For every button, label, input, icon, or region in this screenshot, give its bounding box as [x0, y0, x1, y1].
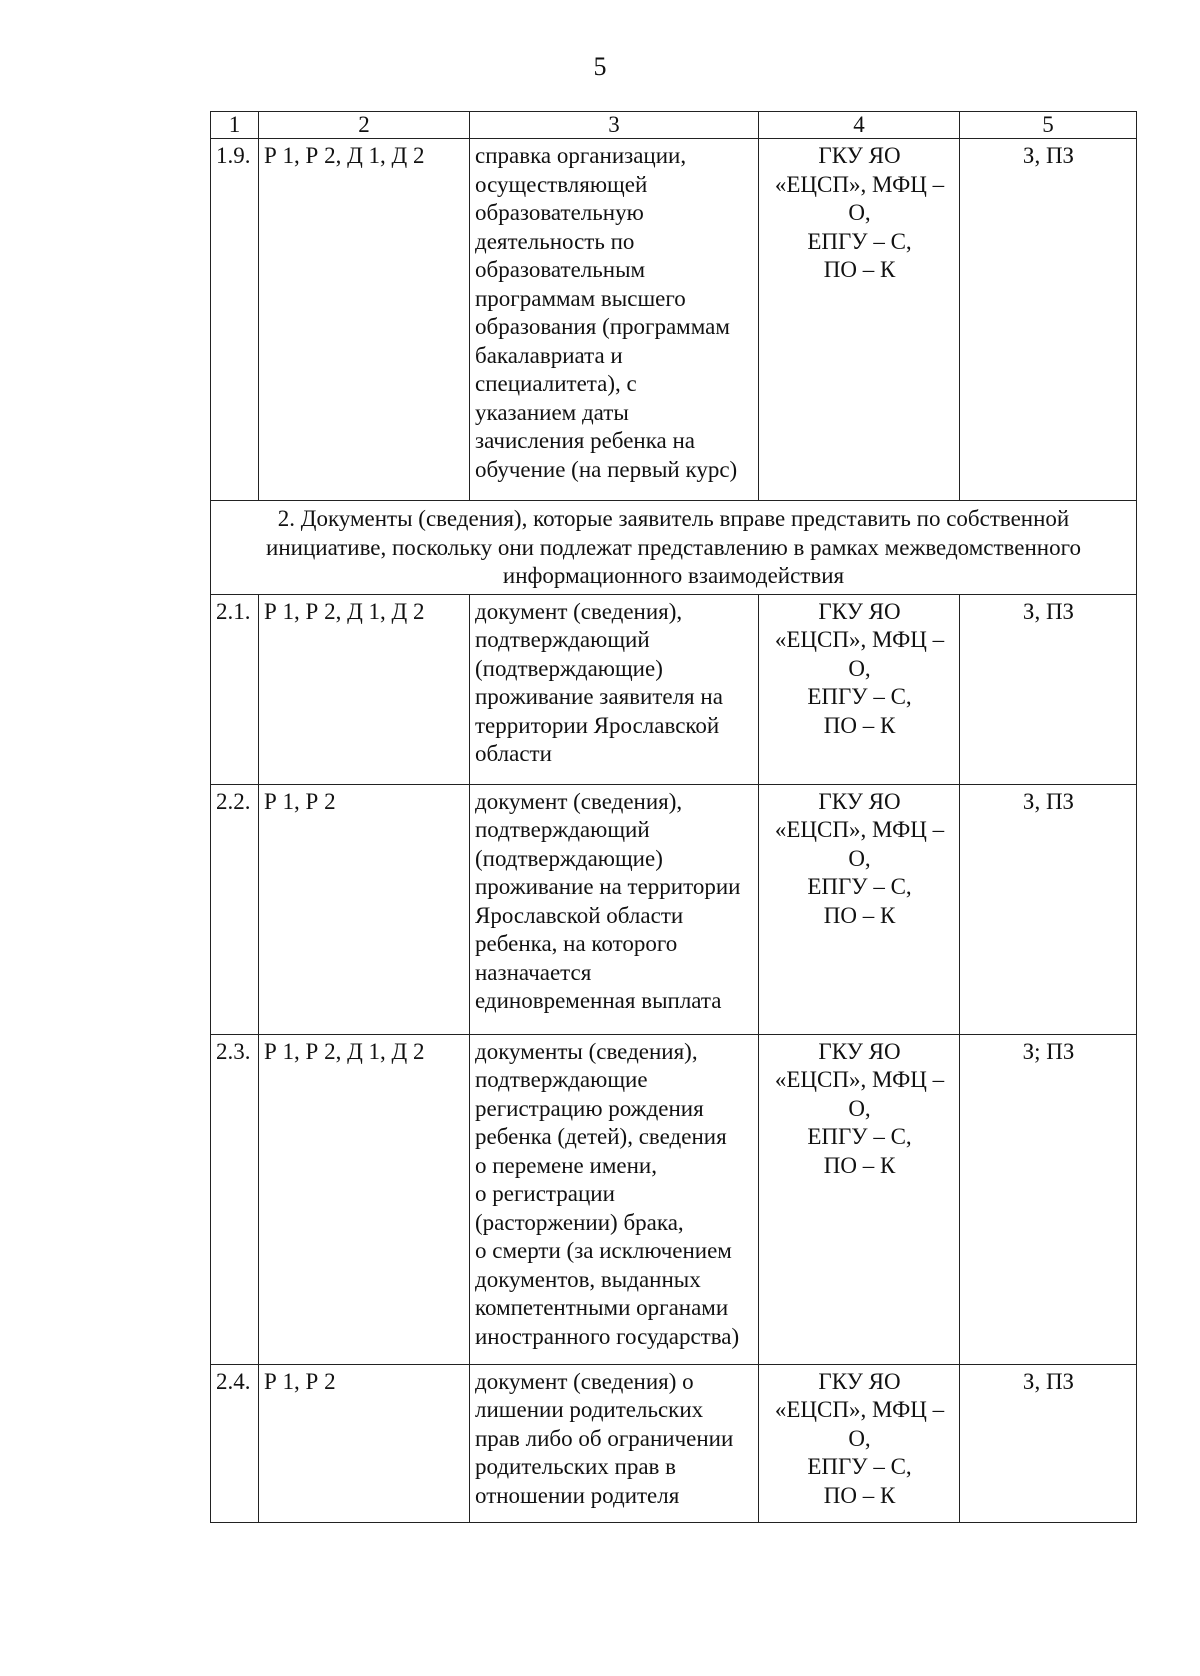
- submission-line: ЕПГУ – С,: [807, 228, 912, 254]
- submission-line: «ЕЦСП», МФЦ –: [774, 1067, 945, 1092]
- document-cell: [470, 1364, 759, 1522]
- submission-line: «ЕЦСП», МФЦ –: [774, 627, 945, 652]
- submission-cell: [759, 1364, 960, 1522]
- document-line: документ (сведения),: [475, 598, 683, 624]
- document-line: документ (сведения) о: [475, 1368, 694, 1394]
- table-row: [211, 1364, 1137, 1522]
- document-line: (подтверждающие): [475, 655, 663, 681]
- submission-line: О,: [848, 1425, 871, 1451]
- document-line: прав либо об ограничении: [475, 1425, 734, 1451]
- row-number: 1.9.: [211, 139, 259, 501]
- section-title-line: 2. Документы (сведения), которые заявитель вправе представить по собственной: [277, 506, 1070, 531]
- document-line: подтверждающий: [475, 817, 650, 842]
- column-header: 4: [759, 112, 960, 139]
- section-title: [211, 501, 1137, 595]
- submission-line: О,: [848, 200, 871, 225]
- section-title-line: информационного взаимодействия: [502, 563, 845, 588]
- row-number: 2.3.: [211, 1034, 259, 1364]
- document-line: Ярославской области: [475, 902, 684, 928]
- table-header-row: [211, 112, 1137, 139]
- applicants-cell: Р 1, Р 2, Д 1, Д 2: [259, 594, 470, 784]
- document-line: указанием даты: [475, 399, 629, 425]
- column-header: 1: [211, 112, 259, 139]
- submission-line: ГКУ ЯО: [818, 598, 901, 624]
- submission-line: ЕПГУ – С,: [807, 874, 912, 899]
- submission-line: ГКУ ЯО: [818, 143, 901, 168]
- submission-line: О,: [848, 845, 871, 871]
- document-line: лишении родительских: [475, 1397, 704, 1422]
- column-header: 3: [470, 112, 759, 139]
- document-line: образовательную: [475, 200, 644, 225]
- document-line: территории Ярославской: [475, 712, 720, 738]
- document-line: бакалавриата и: [475, 342, 623, 368]
- form-cell: З, ПЗ: [960, 139, 1137, 501]
- form-cell: З; ПЗ: [960, 1034, 1137, 1364]
- section-title-line: инициативе, поскольку они подлежат представлению в рамках межведомственного: [266, 534, 1081, 560]
- document-line: обучение (на первый курс): [475, 456, 738, 482]
- document-line: о перемене имени,: [475, 1152, 657, 1178]
- submission-line: О,: [848, 1095, 871, 1121]
- document-cell: [470, 784, 759, 1034]
- submission-line: «ЕЦСП», МФЦ –: [774, 1397, 945, 1422]
- submission-cell: [759, 784, 960, 1034]
- submission-line: ЕПГУ – С,: [807, 1124, 912, 1149]
- document-line: образовательным: [475, 257, 646, 282]
- submission-line: ГКУ ЯО: [818, 1368, 901, 1394]
- document-line: специалитета), с: [475, 371, 637, 396]
- submission-cell: [759, 139, 960, 501]
- applicants-cell: Р 1, Р 2, Д 1, Д 2: [259, 139, 470, 501]
- table-row: [211, 784, 1137, 1034]
- submission-line: ЕПГУ – С,: [807, 1454, 912, 1479]
- submission-line: ПО – К: [823, 902, 896, 928]
- form-cell: З, ПЗ: [960, 784, 1137, 1034]
- document-line: осуществляющей: [475, 171, 648, 197]
- document-line: проживание на территории: [475, 874, 741, 899]
- document-line: ребенка (детей), сведения: [475, 1124, 727, 1149]
- document-line: зачисления ребенка на: [475, 428, 696, 453]
- row-number: 2.1.: [211, 594, 259, 784]
- table-row: [211, 594, 1137, 784]
- submission-line: ГКУ ЯО: [818, 788, 901, 814]
- document-line: документы (сведения),: [475, 1038, 698, 1064]
- submission-line: ПО – К: [823, 712, 896, 738]
- applicants-cell: Р 1, Р 2: [259, 1364, 470, 1522]
- document-line: образования (программам: [475, 314, 730, 339]
- submission-cell: [759, 594, 960, 784]
- document-line: ребенка, на которого: [475, 931, 678, 956]
- document-line: отношении родителя: [475, 1482, 680, 1508]
- document-line: иностранного государства): [475, 1323, 740, 1349]
- submission-line: ПО – К: [823, 257, 896, 282]
- document-cell: [470, 139, 759, 501]
- document-line: подтверждающий: [475, 627, 650, 652]
- table-row: [211, 1034, 1137, 1364]
- document-line: родительских прав в: [475, 1454, 677, 1479]
- document-line: о регистрации: [475, 1181, 615, 1206]
- document-cell: [470, 1034, 759, 1364]
- document-line: области: [475, 741, 552, 766]
- submission-line: ЕПГУ – С,: [807, 684, 912, 709]
- document-line: документ (сведения),: [475, 788, 683, 814]
- submission-cell: [759, 1034, 960, 1364]
- applicants-cell: Р 1, Р 2, Д 1, Д 2: [259, 1034, 470, 1364]
- column-header: 5: [960, 112, 1137, 139]
- submission-line: ПО – К: [823, 1152, 896, 1178]
- document-line: деятельность по: [475, 228, 635, 254]
- documents-table: [210, 111, 1137, 1523]
- document-line: компетентными органами: [475, 1295, 729, 1320]
- form-cell: З, ПЗ: [960, 594, 1137, 784]
- document-line: назначается: [475, 959, 592, 985]
- form-cell: З, ПЗ: [960, 1364, 1137, 1522]
- applicants-cell: Р 1, Р 2: [259, 784, 470, 1034]
- submission-line: О,: [848, 655, 871, 681]
- column-header: 2: [259, 112, 470, 139]
- submission-line: «ЕЦСП», МФЦ –: [774, 817, 945, 842]
- submission-line: ГКУ ЯО: [818, 1038, 901, 1064]
- section-header-row: [211, 501, 1137, 595]
- submission-line: ПО – К: [823, 1482, 896, 1508]
- document-line: подтверждающие: [475, 1067, 648, 1092]
- document-line: (расторжении) брака,: [475, 1209, 684, 1235]
- document-line: регистрацию рождения: [475, 1095, 704, 1121]
- row-number: 2.2.: [211, 784, 259, 1034]
- table-row: [211, 139, 1137, 501]
- document-line: (подтверждающие): [475, 845, 663, 871]
- document-cell: [470, 594, 759, 784]
- document-line: программам высшего: [475, 285, 686, 311]
- document-line: о смерти (за исключением: [475, 1238, 732, 1263]
- document-line: единовременная выплата: [475, 988, 722, 1013]
- submission-line: «ЕЦСП», МФЦ –: [774, 171, 945, 197]
- document-line: документов, выданных: [475, 1266, 701, 1292]
- document-line: проживание заявителя на: [475, 684, 723, 709]
- document-line: справка организации,: [475, 143, 687, 168]
- page-number: 5: [593, 52, 607, 81]
- row-number: 2.4.: [211, 1364, 259, 1522]
